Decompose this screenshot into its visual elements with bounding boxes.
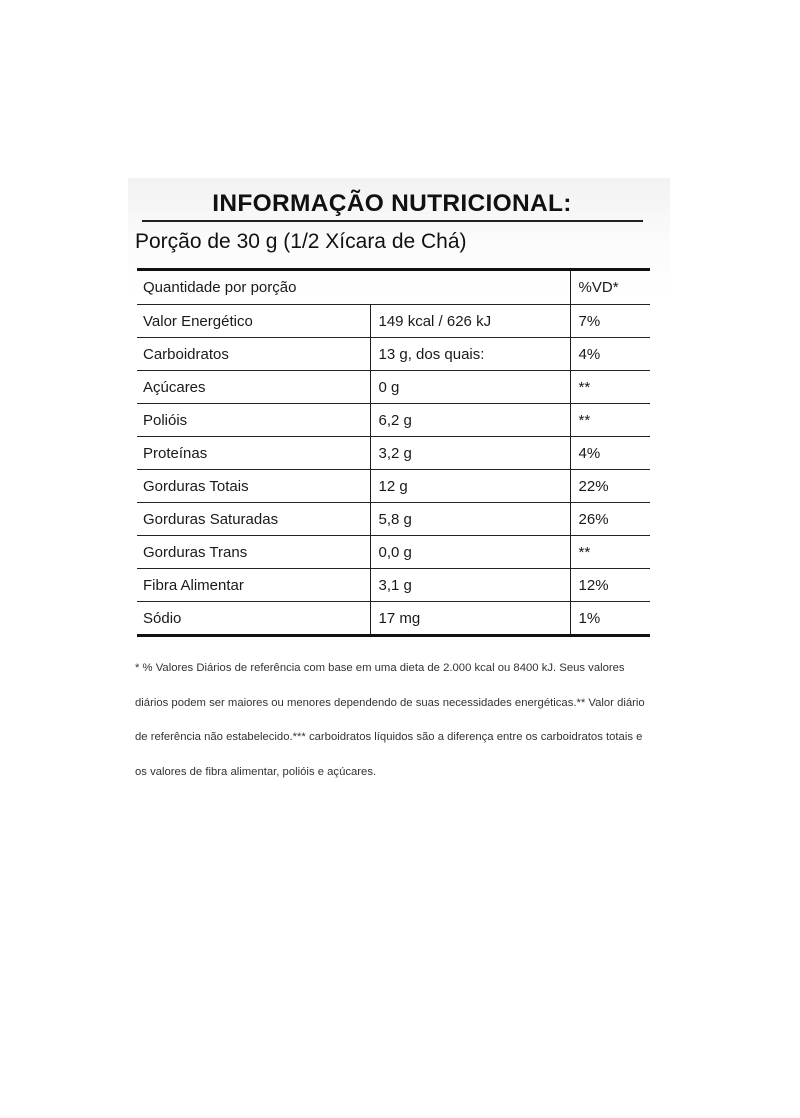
- nutrition-table: [137, 268, 650, 637]
- nutrient-dv: **: [570, 536, 650, 569]
- nutrient-name: Gorduras Totais: [137, 470, 370, 503]
- nutrient-dv: 22%: [570, 470, 650, 503]
- nutrient-dv: 12%: [570, 569, 650, 602]
- nutrient-dv: 4%: [570, 338, 650, 371]
- nutrient-amount: 13 g, dos quais:: [370, 338, 570, 371]
- nutrient-name: Valor Energético: [137, 305, 370, 338]
- table-row: [137, 305, 650, 338]
- table-row: [137, 437, 650, 470]
- nutrient-name: Fibra Alimentar: [137, 569, 370, 602]
- table-row: [137, 404, 650, 437]
- title-underline: [142, 220, 643, 222]
- nutrient-amount: 5,8 g: [370, 503, 570, 536]
- nutrient-dv: **: [570, 371, 650, 404]
- nutrient-name: Carboidratos: [137, 338, 370, 371]
- table-header-row: [137, 270, 650, 305]
- table-row: [137, 371, 650, 404]
- nutrient-name: Gorduras Trans: [137, 536, 370, 569]
- nutrient-amount: 0 g: [370, 371, 570, 404]
- table-row: [137, 503, 650, 536]
- nutrient-name: Polióis: [137, 404, 370, 437]
- nutrient-dv: 4%: [570, 437, 650, 470]
- nutrient-name: Proteínas: [137, 437, 370, 470]
- table-row: [137, 470, 650, 503]
- nutrient-dv: 26%: [570, 503, 650, 536]
- nutrient-amount: 6,2 g: [370, 404, 570, 437]
- nutrient-amount: 3,1 g: [370, 569, 570, 602]
- nutrition-title: INFORMAÇÃO NUTRICIONAL:: [212, 190, 572, 217]
- serving-size: Porção de 30 g (1/2 Xícara de Chá): [135, 230, 467, 253]
- nutrition-facts-panel: [128, 178, 670, 826]
- table-row: [137, 569, 650, 602]
- footnote-text: * % Valores Diários de referência com base em uma dieta de 2.000 kcal ou 8400 kJ. Seus valores diários podem ser maiores ou menores dependendo de suas necessidades energéticas.** Valor diário de referência não estabelecido.*** carboidratos líquidos são a diferença entre os carboidratos totais e os valores de fibra alimentar, polióis e açúcares.: [135, 662, 645, 778]
- header-dv-label: %VD*: [570, 270, 650, 305]
- nutrient-amount: 0,0 g: [370, 536, 570, 569]
- nutrient-dv: 7%: [570, 305, 650, 338]
- table-row: [137, 338, 650, 371]
- nutrient-name: Açúcares: [137, 371, 370, 404]
- nutrient-name: Sódio: [137, 602, 370, 636]
- table-row: [137, 602, 650, 636]
- nutrient-dv: 1%: [570, 602, 650, 636]
- nutrient-dv: **: [570, 404, 650, 437]
- nutrient-amount: 12 g: [370, 470, 570, 503]
- nutrient-amount: 17 mg: [370, 602, 570, 636]
- nutrient-amount: 149 kcal / 626 kJ: [370, 305, 570, 338]
- header-quantity-label: Quantidade por porção: [137, 270, 570, 305]
- nutrient-name: Gorduras Saturadas: [137, 503, 370, 536]
- nutrient-amount: 3,2 g: [370, 437, 570, 470]
- table-row: [137, 536, 650, 569]
